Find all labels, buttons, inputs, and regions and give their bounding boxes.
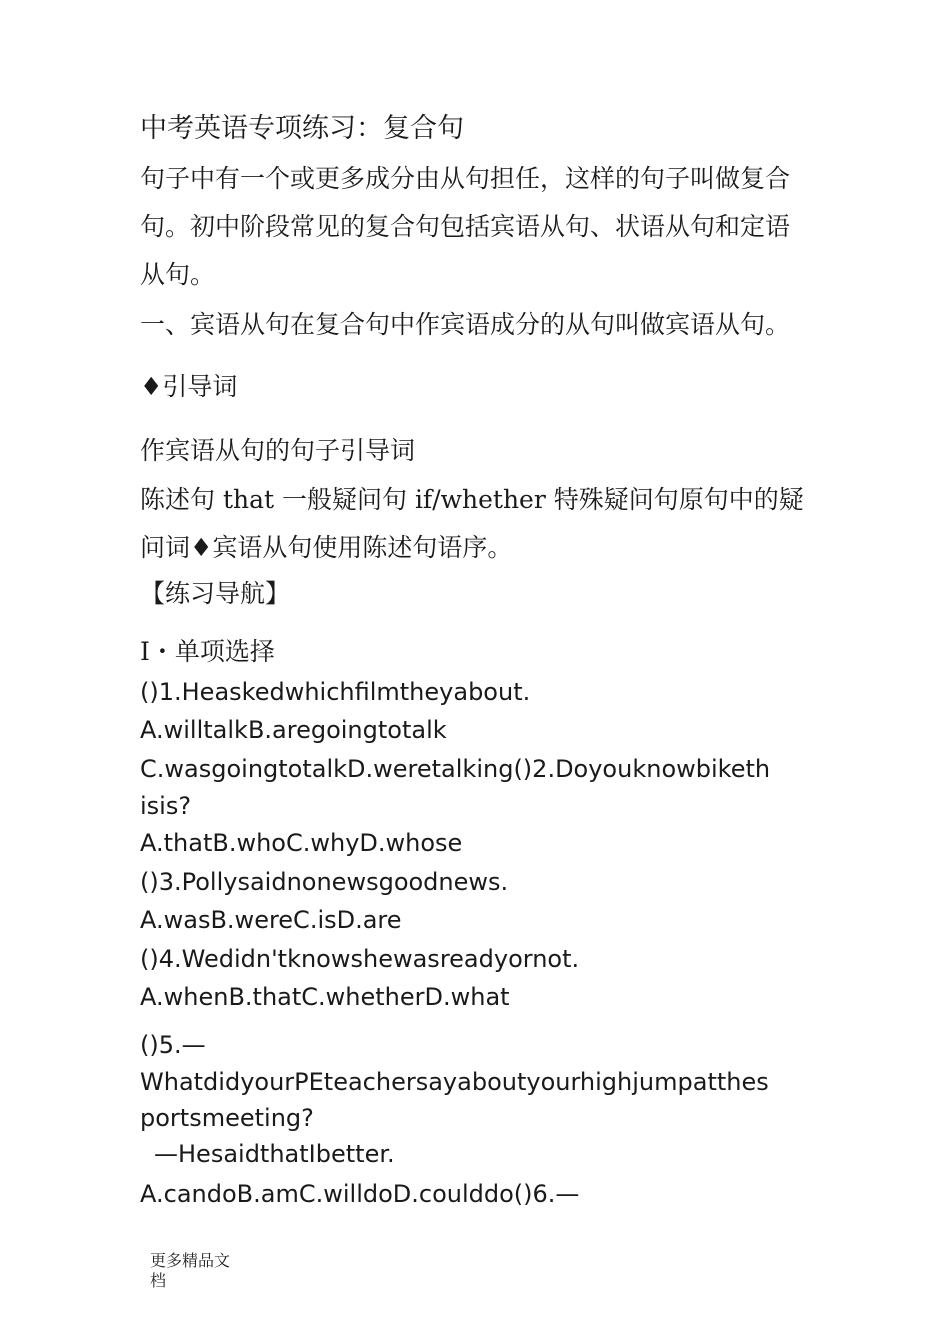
section-heading: 一、宾语从句在复合句中作宾语成分的从句叫做宾语从句。 (140, 310, 791, 339)
option-line: C.wasgoingtotalkD.weretalking()2.Doyouknowbiketh (140, 755, 771, 783)
section-heading: 【练习导航】 (140, 579, 291, 608)
question-line: ()4.Wedidn'tknowshewasreadyornot. (140, 945, 580, 973)
footer-text: 档 (150, 1271, 167, 1290)
question-line: ()5.— (140, 1031, 206, 1059)
footer-text: 更多精品文 (150, 1251, 231, 1270)
paragraph-line: 从句。 (140, 260, 216, 289)
document-title: 中考英语专项练习：复合句 (140, 113, 464, 144)
subheading: ♦引导词 (140, 372, 238, 401)
question-line: isis? (140, 792, 192, 820)
question-line: ()3.Pollysaidnonewsgoodnews. (140, 868, 509, 896)
question-line: portsmeeting? (140, 1104, 314, 1132)
question-line: WhatdidyourPEteachersayaboutyourhighjumpatthes (140, 1068, 769, 1096)
paragraph-line: 句子中有一个或更多成分由从句担任，这样的句子叫做复合 (140, 164, 791, 193)
section-heading: Ⅰ・单项选择 (140, 637, 275, 666)
paragraph-line: 问词♦宾语从句使用陈述句语序。 (140, 533, 513, 562)
paragraph-line: 句。初中阶段常见的复合句包括宾语从句、状语从句和定语 (140, 212, 791, 241)
paragraph-line: 作宾语从句的句子引导词 (140, 436, 416, 465)
option-line: A.willtalkB.aregoingtotalk (140, 716, 447, 744)
paragraph-line: 陈述句 that 一般疑问句 if/whether 特殊疑问句原句中的疑 (140, 485, 804, 514)
option-line: A.thatB.whoC.whyD.whose (140, 829, 463, 857)
answer-line: —HesaidthatIbetter. (154, 1140, 395, 1168)
question-line: ()1.Heaskedwhichfilmtheyabout. (140, 678, 531, 706)
option-line: A.candoB.amC.willdoD.coulddo()6.— (140, 1180, 580, 1208)
option-line: A.wasB.wereC.isD.are (140, 906, 402, 934)
option-line: A.whenB.thatC.whetherD.what (140, 983, 510, 1011)
